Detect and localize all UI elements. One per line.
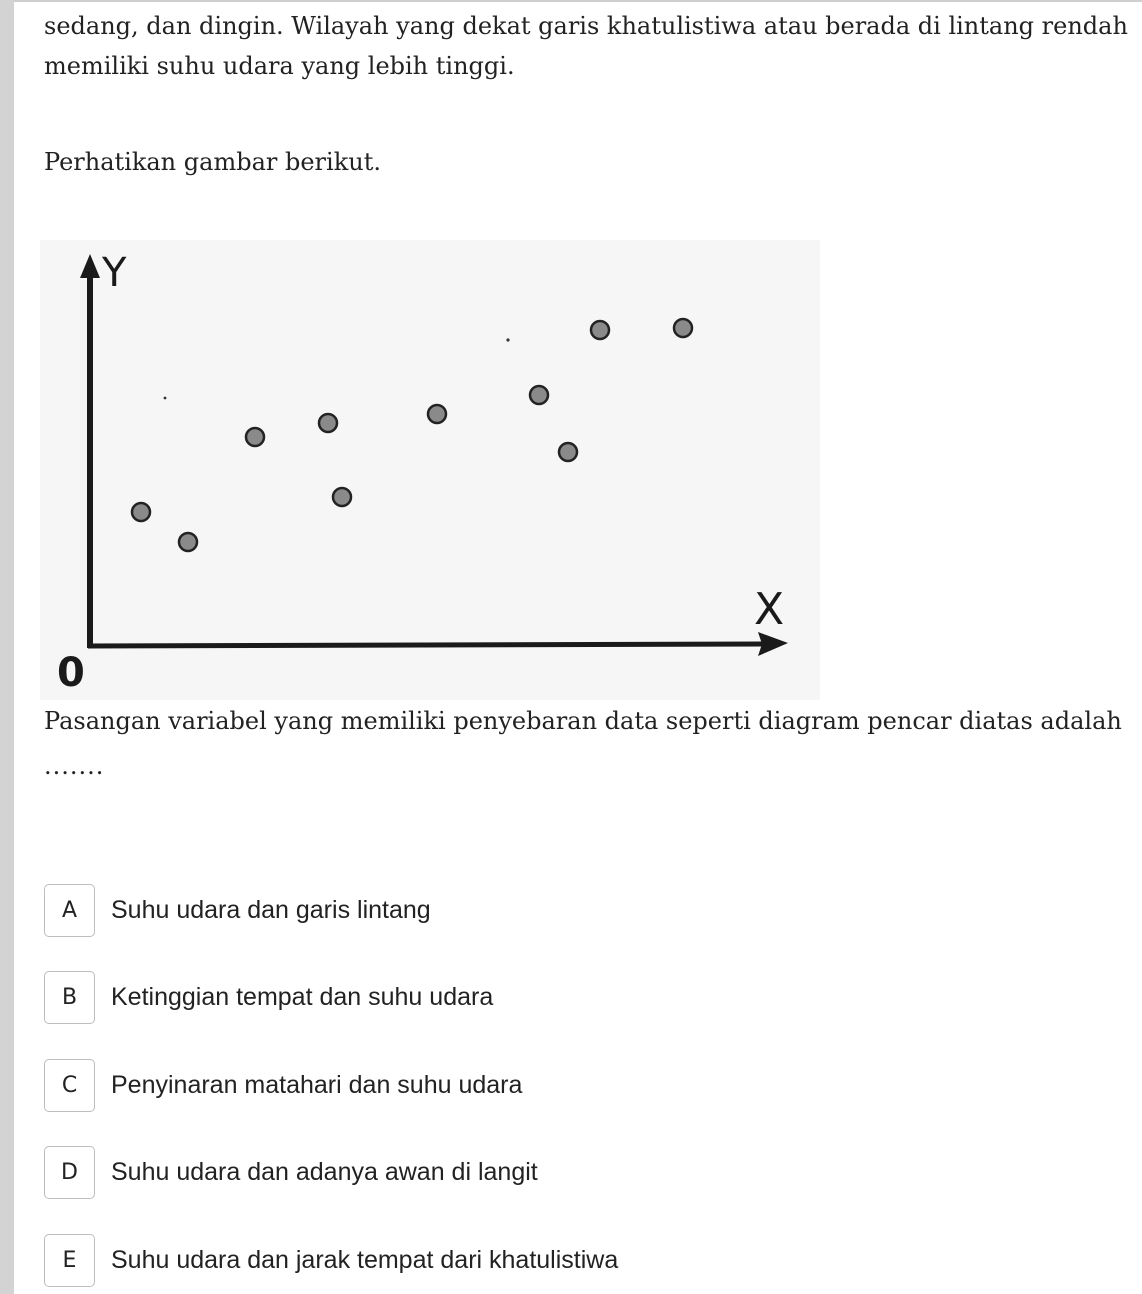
paragraph-cut-line: sedang, dan dingin. Wilayah yang dekat garis khatulistiwa atau berada di lintang rendah (44, 12, 1128, 40)
option-letter-box[interactable]: E (44, 1234, 95, 1287)
paragraph-line: memiliki suhu udara yang lebih tinggi. (44, 52, 515, 80)
x-axis-arrow-icon (758, 632, 788, 656)
option-d[interactable] (44, 1146, 538, 1199)
data-point (674, 319, 692, 337)
option-a[interactable] (44, 884, 431, 937)
left-sidebar-strip (0, 0, 14, 1294)
y-axis-arrow-icon (80, 254, 100, 278)
scatter-figure (40, 240, 820, 700)
option-text[interactable]: Ketinggian tempat dan suhu udara (111, 983, 494, 1011)
option-letter-box[interactable]: C (44, 1059, 95, 1112)
data-point (591, 321, 609, 339)
speck (164, 397, 167, 400)
question-blank: ....... (44, 752, 105, 780)
data-point (530, 386, 548, 404)
origin-label: 0 (57, 650, 85, 696)
option-letter-box[interactable]: D (44, 1146, 95, 1199)
data-point (246, 428, 264, 446)
option-text[interactable]: Suhu udara dan jarak tempat dari khatulistiwa (111, 1246, 619, 1274)
option-text[interactable]: Suhu udara dan adanya awan di langit (111, 1158, 538, 1186)
data-point (179, 533, 197, 551)
data-point (132, 503, 150, 521)
data-points (132, 319, 692, 551)
question-prompt: Perhatikan gambar berikut. (44, 148, 381, 176)
scatter-plot-svg (40, 240, 820, 700)
data-point (428, 405, 446, 423)
option-text[interactable]: Penyinaran matahari dan suhu udara (111, 1071, 523, 1099)
option-text[interactable]: Suhu udara dan garis lintang (111, 896, 431, 924)
data-point (333, 488, 351, 506)
top-divider (14, 0, 1142, 2)
question-text: Pasangan variabel yang memiliki penyebaran data seperti diagram pencar diatas adalah (44, 707, 1122, 735)
option-b[interactable] (44, 971, 493, 1024)
data-point (319, 414, 337, 432)
option-letter-box[interactable]: A (44, 884, 95, 937)
option-c[interactable] (44, 1059, 522, 1112)
option-e[interactable] (44, 1234, 618, 1287)
option-letter-box[interactable]: B (44, 971, 95, 1024)
y-axis-label: Y (102, 250, 127, 296)
x-axis (88, 644, 770, 646)
x-axis-label: X (754, 584, 785, 635)
speck (506, 338, 509, 341)
data-point (559, 443, 577, 461)
